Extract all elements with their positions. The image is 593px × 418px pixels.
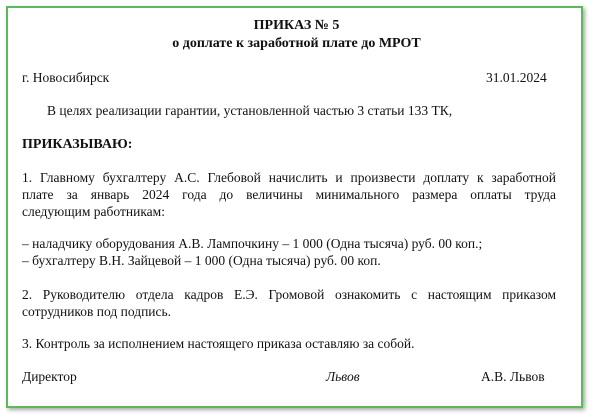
item-2-line: сотрудников под подпись. xyxy=(22,304,172,319)
item-2-line: 2. Руководителю отдела кадров Е.Э. Громовой ознакомить с настоящим приказом xyxy=(22,287,556,302)
order-title: ПРИКАЗ № 5 xyxy=(253,18,340,33)
item-1-line: следующим работникам: xyxy=(22,204,165,219)
order-date: 31.01.2024 xyxy=(486,70,547,85)
employee-line: – бухгалтеру В.Н. Зайцевой – 1 000 (Одна тысяча) руб. 00 коп. xyxy=(22,253,381,268)
city: г. Новосибирск xyxy=(22,70,110,85)
handwritten-signature: Львов xyxy=(326,369,360,384)
preamble: В целях реализации гарантии, установленной частью 3 статьи 133 ТК, xyxy=(47,103,453,118)
order-subtitle: о доплате к заработной плате до МРОТ xyxy=(172,36,421,51)
item-3: 3. Контроль за исполнением настоящего приказа оставляю за собой. xyxy=(22,336,415,351)
item-2 xyxy=(22,286,556,320)
employee-line: – наладчику оборудования А.В. Лампочкину – 1 000 (Одна тысяча) руб. 00 коп.; xyxy=(22,236,483,251)
item-1 xyxy=(22,169,556,220)
order-word: ПРИКАЗЫВАЮ: xyxy=(22,137,133,152)
item-1-line: плате за январь 2024 года до величины минимального размера оплаты труда xyxy=(22,187,556,202)
signature-position: Директор xyxy=(22,369,77,384)
item-1-line: 1. Главному бухгалтеру А.С. Глебовой начислить и произвести доплату к заработной xyxy=(22,170,556,185)
signature-name: А.В. Львов xyxy=(481,369,545,384)
